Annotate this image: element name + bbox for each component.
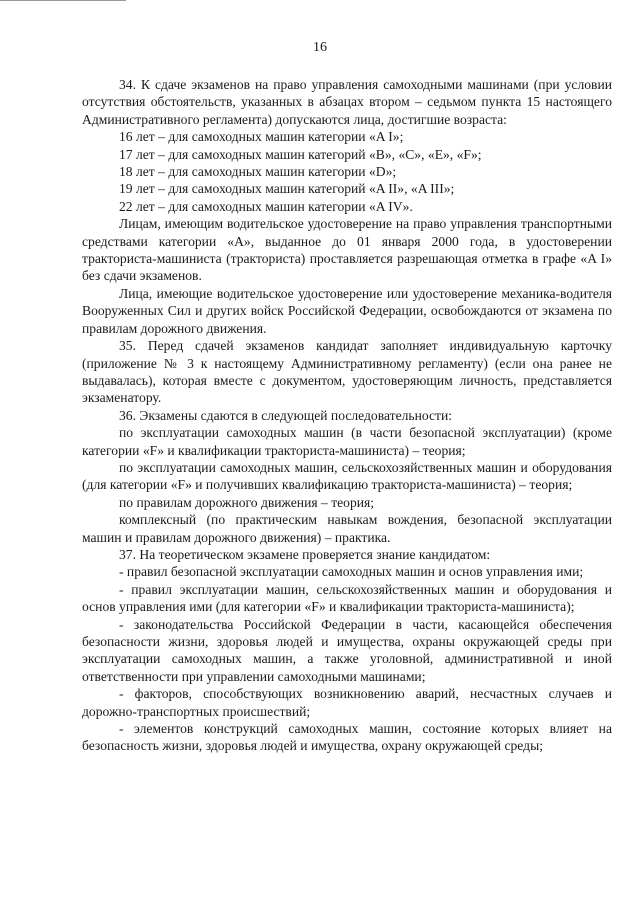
age-item-a4: 22 лет – для самоходных машин категории «A IV». xyxy=(119,198,413,214)
exam-order-item-4: комплексный (по практическим навыкам вождения, безопасной эксплуатации машин и правилам дорожного движения) – практика. xyxy=(82,512,612,545)
knowledge-item-1: - правил безопасной эксплуатации самоходных машин и основ управления ими; xyxy=(119,564,584,580)
exam-order-item-2: по эксплуатации самоходных машин, сельскохозяйственных машин и оборудования (для категории «F» и получивших квалификацию тракториста-машиниста) – теория; xyxy=(82,459,612,493)
paragraph-license-a: Лицам, имеющим водительское удостоверение на право управления транспортными средствами категории «А», выданное до 01 января 2000 года, в удостоверении тракториста-машиниста (тракториста) проставляется разрешающая отметка в графе «A I» без сдачи экзаменов. xyxy=(82,216,612,284)
paragraph-36: 36. Экзамены сдаются в следующей последовательности: xyxy=(119,407,453,423)
paragraph-military: Лица, имеющие водительское удостоверение или удостоверение механика-водителя Вооруженных Сил и других войск Российской Федерации, освобождаются от экзамена по правилам дорожного движения. xyxy=(82,285,612,336)
paragraph-37: 37. На теоретическом экзамене проверяется знание кандидатом: xyxy=(119,546,491,562)
knowledge-item-5: - элементов конструкций самоходных машин, состояние которых влияет на безопасность жизни, здоровья людей и имущества, охрану окружающей среды; xyxy=(82,721,612,754)
age-item-a2-a3: 19 лет – для самоходных машин категорий «A II», «A III»; xyxy=(119,181,455,197)
exam-order-item-3: по правилам дорожного движения – теория; xyxy=(119,494,375,510)
knowledge-item-3: - законодательства Российской Федерации в части, касающейся обеспечения безопасности жизни, здоровья людей и имущества, охраны окружающей среды при эксплуатации самоходных машин, а также уголовной, административной и иной ответственности при управлении самоходными машинами; xyxy=(82,616,612,684)
page-number: 16 xyxy=(313,40,327,55)
knowledge-item-2: - правил эксплуатации машин, сельскохозяйственных машин и оборудования и основ управления ими (для категории «F» и квалификации тракториста-машиниста); xyxy=(82,581,612,615)
age-item-bcef: 17 лет – для самоходных машин категорий «B», «C», «E», «F»; xyxy=(119,146,482,162)
exam-order-item-1: по эксплуатации самоходных машин (в части безопасной эксплуатации) (кроме категории «F» и квалификации тракториста-машиниста) – теория; xyxy=(82,425,612,458)
age-item-d: 18 лет – для самоходных машин категории «D»; xyxy=(119,164,397,180)
paragraph-35: 35. Перед сдачей экзаменов кандидат заполняет индивидуальную карточку (приложение № 3 к настоящему Административному регламенту) (если она ранее не выдавалась), которая вместе с документом, удостоверяющим личность, представляется экзаменатору. xyxy=(82,338,612,406)
age-item-a1: 16 лет – для самоходных машин категории «A I»; xyxy=(119,129,404,145)
document-body xyxy=(82,76,612,755)
knowledge-item-4: - факторов, способствующих возникновению аварий, несчастных случаев и дорожно-транспортных происшествий; xyxy=(82,686,612,719)
paragraph-34: 34. К сдаче экзаменов на право управления самоходными машинами (при условии отсутствия обстоятельств, указанных в абзацах втором – седьмом пункта 15 настоящего Административного регламента) допускаются лица, достигшие возраста: xyxy=(82,77,612,127)
top-rule xyxy=(0,0,126,1)
